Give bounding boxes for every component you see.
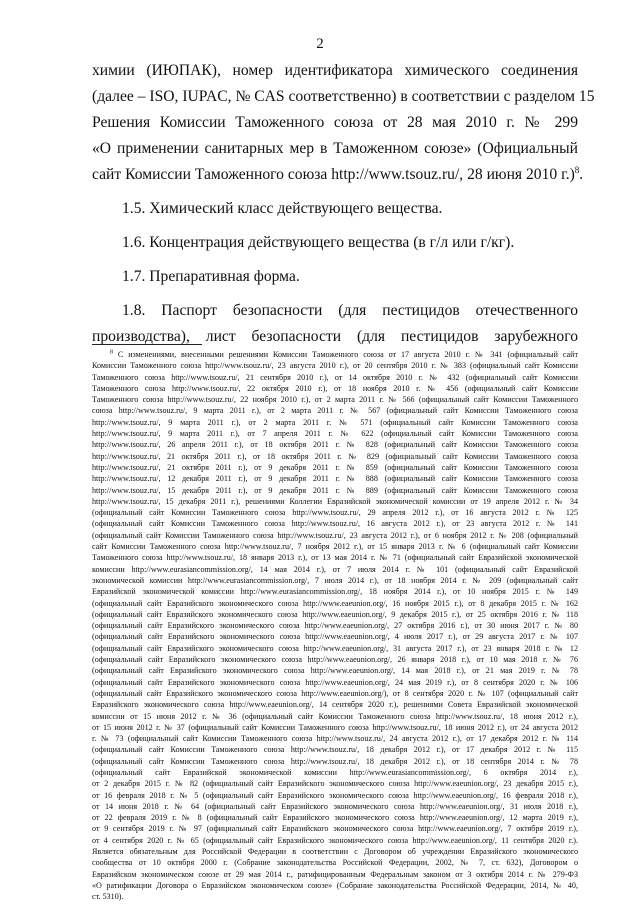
footnote-line: http://www.tsouz.ru/, 12 декабря 2011 г.), от 9 декабря 2011 г. № 888 (официальный сайт Комиссии Таможенного союза xyxy=(92,474,578,484)
footnote-line: http://www.tsouz.ru/, 15 декабря 2011 г.), решениями Коллегии Евразийской экономической комиссии от 19 апреля 2012 г. № 34 xyxy=(92,496,578,506)
footnote-line: экономической комиссии http://www.eurasiancommission.org/, 7 июля 2014 г.), от 18 ноября 2014 г. № 209 (официальный сайт xyxy=(92,575,578,585)
paragraph-line: химии (ИЮПАК), номер идентификатора химического соединения xyxy=(92,62,578,79)
footnote-line: http://www.tsouz.ru/, 21 октября 2011 г.), от 9 декабря 2011 г. № 859 (официальный сайт Комиссии Таможенного союза xyxy=(92,462,578,472)
footnote-line: «О ратификации Договора о Евразийском экономическом союзе» (Собрание законодательства Российской Федерации, 2014, № 40, xyxy=(92,880,578,890)
footnote-line: (официальный сайт Евразийского экономического союза http://www.eaeunion.org/, 16 ноября 2015 г.), от 8 декабря 2015 г. № 162 xyxy=(92,598,578,608)
main-text xyxy=(92,58,595,350)
footnote-line: комиссии от 15 июня 2012 г. № 36 (официальный сайт Комиссии Таможенного союза http://www.tsouz.ru/, 18 июня 2012 г.), xyxy=(92,711,578,721)
paragraph-line-end: . xyxy=(579,166,584,183)
footnote-line: от 14 июня 2018 г. № 64 (официальный сайт Евразийского экономического союза http://www.eaeunion.org/, 31 июля 2018 г.), xyxy=(92,801,578,811)
footnote-marker: 8 xyxy=(110,349,113,356)
footnote-line: Таможенного союза http://www.tsouz.ru/, 21 сентября 2010 г.), от 14 октября 2010 г. № 432 (официальный сайт Комиссии xyxy=(92,372,578,382)
footnote-line: (официальный сайт Комиссии Таможенного союза http://www.tsouz.ru/, 29 апреля 2012 г.), от 16 августа 2012 г. № 125 xyxy=(92,508,578,518)
footnote-line: Евразийском экономическом союзе от 29 мая 2014 г., ратифицированным Федеральным законом от 3 октября 2014 г. № 279-ФЗ xyxy=(92,869,578,879)
paragraph-line: (далее – ISO, IUPAC, № CAS соответственно) в соответствии с разделом 15 xyxy=(92,88,595,105)
footnote-line: сайт Комиссии Таможенного союза http://www.tsouz.ru/, 7 ноября 2012 г.), от 15 января 2013 г. № 6 (официальный сайт Комиссии xyxy=(92,542,578,552)
footnote-line: от 2 декабря 2015 г. № 82 (официальный сайт Евразийского экономического союза http://www.eaeunion.org/, 23 декабря 2015 г.), xyxy=(92,779,578,789)
footnote-line: Евразийского экономического союза http://www.eaeunion.org/, 14 сентября 2020 г.), решениями Совета Евразийской экономической xyxy=(92,700,578,710)
footnote-line: (официальный сайт Евразийского экономического союза http://www.eaeunion.org/, 9 декабря 2015 г.), от 25 октября 2016 г. № 118 xyxy=(92,609,578,619)
footnote-line: http://www.tsouz.ru/, 21 октября 2011 г.), от 18 октября 2011 г. № 829 (официальный сайт Комиссии Таможенного союза xyxy=(92,451,578,461)
footnote-line: комиссии http://www.eurasiancommission.org/, 14 мая 2014 г.), от 7 июля 2014 г. № 101 (официальный сайт Евразийской xyxy=(92,564,578,574)
paragraph-line-text: сайт Комиссии Таможенного союза http://www.tsouz.ru/, 28 июня 2010 г.) xyxy=(92,166,575,183)
footnote-line xyxy=(92,349,578,360)
footnote-separator xyxy=(92,344,202,345)
footnote-line: (официальный сайт Евразийского экономического союза http://www.eaeunion.org/, 31 августа 2017 г.), от 23 января 2018 г. № 12 xyxy=(92,643,578,653)
section-1-5: 1.5. Химический класс действующего вещества. xyxy=(122,200,443,217)
paragraph-line: «О применении санитарных мер в Таможенном союзе» (Официальный xyxy=(92,140,578,157)
footnote-line: (официальный сайт Комиссии Таможенного союза http://www.tsouz.ru/, 23 августа 2012 г.), от 6 ноября 2012 г. № 208 (официальный xyxy=(92,530,578,540)
footnote-line: (официальный сайт Комиссии Таможенного союза http://www.tsouz.ru/, 18 декабря 2012 г.), от 17 декабря 2012 г. № 115 xyxy=(92,745,578,755)
footnote-reference[interactable]: 8 xyxy=(574,164,580,175)
footnote-line-text: С изменениями, внесенными решениями Комиссии Таможенного союза от 17 августа 2010 г. № 341 (официальный сайт xyxy=(117,350,579,359)
page-number: 2 xyxy=(316,36,324,52)
section-1-7: 1.7. Препаративная форма. xyxy=(122,268,300,285)
footnote-line: от 9 сентября 2019 г. № 97 (официальный сайт Евразийского экономического союза http://www.eaeunion.org/, 7 октября 2019 г.), xyxy=(92,824,578,834)
footnote-line: http://www.tsouz.ru/, 26 апреля 2011 г.), от 18 октября 2011 г. № 828 (официальный сайт Комиссии Таможенного союза xyxy=(92,440,578,450)
footnote-line: (официальный сайт Евразийского экономического союза http://www.eaeunion.org/, 27 октября 2016 г.), от 30 июня 2017 г. № 80 xyxy=(92,621,578,631)
footnote-line: от 22 февраля 2019 г. № 8 (официальный сайт Евразийского экономического союза http://www.eaeunion.org/, 12 марта 2019 г.), xyxy=(92,813,578,823)
footnote-line: от 16 февраля 2018 г. № 5 (официальный сайт Евразийского экономического союза http://www.eaeunion.org/, 16 февраля 2018 г.), xyxy=(92,790,578,800)
section-1-6: 1.6. Концентрация действующего вещества (в г/л или г/кг). xyxy=(122,234,515,251)
footnote-line: Таможенного союза http://www.tsouz.ru/, 18 января 2013 г.), от 13 мая 2014 г. № 71 (официальный сайт Евразийской экономической xyxy=(92,553,578,563)
paragraph-line: Решения Комиссии Таможенного союза от 28 мая 2010 г. № 299 xyxy=(92,114,578,131)
footnote-line: http://www.tsouz.ru/, 9 марта 2011 г.), от 2 марта 2011 г. № 571 (официальный сайт Комиссии Таможенного союза xyxy=(92,417,578,427)
footnote-line: (официальный сайт Евразийского экономического союза http://www.eaeunion.org/, 24 мая 2019 г.), от 8 сентября 2020 г. № 106 xyxy=(92,677,578,687)
footnote-line: от 4 сентября 2020 г. № 65 (официальный сайт Евразийского экономического союза http://www.eaeunion.org/, 11 сентября 2020 г.). xyxy=(92,835,578,845)
footnote-line: ст. 5310). xyxy=(92,892,124,902)
footnote-block xyxy=(92,349,578,903)
footnote-line: Таможенного союза http://www.tsouz.ru/, 22 ноября 2010 г.), от 2 марта 2011 г. № 566 (официальный сайт Комиссии Таможенного xyxy=(92,395,578,405)
footnote-line: сообщества от 10 октября 2000 г. (Собрание законодательства Российской Федерации, 2002, № 7, ст. 632), Договором о xyxy=(92,858,578,868)
footnote-line: (официальный сайт Евразийского экономического союза http://www.eaeunion.org/, 26 января 2018 г.), от 10 мая 2018 г. № 76 xyxy=(92,655,578,665)
footnote-line: от 15 июня 2012 г. № 37 (официальный сайт Комиссии Таможенного союза http://www.tsouz.ru/, 18 июня 2012 г.), от 24 августа 2012 xyxy=(92,722,578,732)
footnote-line: http://www.tsouz.ru/, 15 декабря 2011 г.), от 9 декабря 2011 г. № 889 (официальный сайт Комиссии Таможенного союза xyxy=(92,485,578,495)
section-1-8-line: 1.8. Паспорт безопасности (для пестицидов отечественного xyxy=(122,302,578,319)
footnote-line: Является обязательным для Российской Федерации в соответствии с Договором об учреждении Евразийского экономического xyxy=(92,847,578,857)
footnote-line: Евразийской экономической комиссии http://www.eurasiancommission.org/, 18 ноября 2014 г.), от 10 ноября 2015 г. № 149 xyxy=(92,587,578,597)
footnote-line: г. № 73 (официальный сайт Комиссии Таможенного союза http://www.tsouz.ru/, 24 августа 2012 г.), от 17 декабря 2012 г. № 114 xyxy=(92,734,578,744)
footnote-line: (официальный сайт Евразийской экономической комиссии http://www.eurasiancommission.org/, 6 октября 2014 г.), xyxy=(92,767,578,777)
footnote-line: (официальный сайт Комиссии Таможенного союза http://www.tsouz.ru/, 16 августа 2012 г.), от 23 августа 2012 г. № 141 xyxy=(92,519,578,529)
paragraph-line xyxy=(92,162,584,188)
footnote-line: (официальный сайт Евразийского экономического союза http://www.eaeunion.org/, 4 июля 2017 г.), от 29 августа 2017 г. № 107 xyxy=(92,632,578,642)
section-1-8-line: производства), лист безопасности (для пестицидов зарубежного xyxy=(92,328,578,345)
footnote-line: http://www.tsouz.ru/, 9 марта 2011 г.), от 7 апреля 2011 г. № 622 (официальный сайт Комиссии Таможенного союза xyxy=(92,429,578,439)
footnote-line: (официальный сайт Евразийского экономического союза http://www.eaeunion.org/, 14 мая 2018 г.), от 21 мая 2019 г. № 78 xyxy=(92,666,578,676)
footnote-line: (официальный сайт Евразийского экономического союза http://www.eaeunion.org/), от 8 сентября 2020 г. № 107 (официальный сайт xyxy=(92,688,578,698)
footnote-line: (официальный сайт Комиссии Таможенного союза http://www.tsouz.ru/, 18 декабря 2012 г.), от 18 сентября 2014 г. № 78 xyxy=(92,756,578,766)
footnote-line: Таможенного союза http://www.tsouz.ru/, 22 октября 2010 г.), от 18 ноября 2010 г. № 456 (официальный сайт Комиссии xyxy=(92,383,578,393)
footnote-line: союза http://www.tsouz.ru/, 9 марта 2011 г.), от 2 марта 2011 г. № 567 (официальный сайт Комиссии Таможенного союза xyxy=(92,406,578,416)
footnote-line: Комиссии Таможенного союза http://www.tsouz.ru/, 23 августа 2010 г.), от 20 сентября 2010 г. № 383 (официальный сайт Комиссии xyxy=(92,361,578,371)
